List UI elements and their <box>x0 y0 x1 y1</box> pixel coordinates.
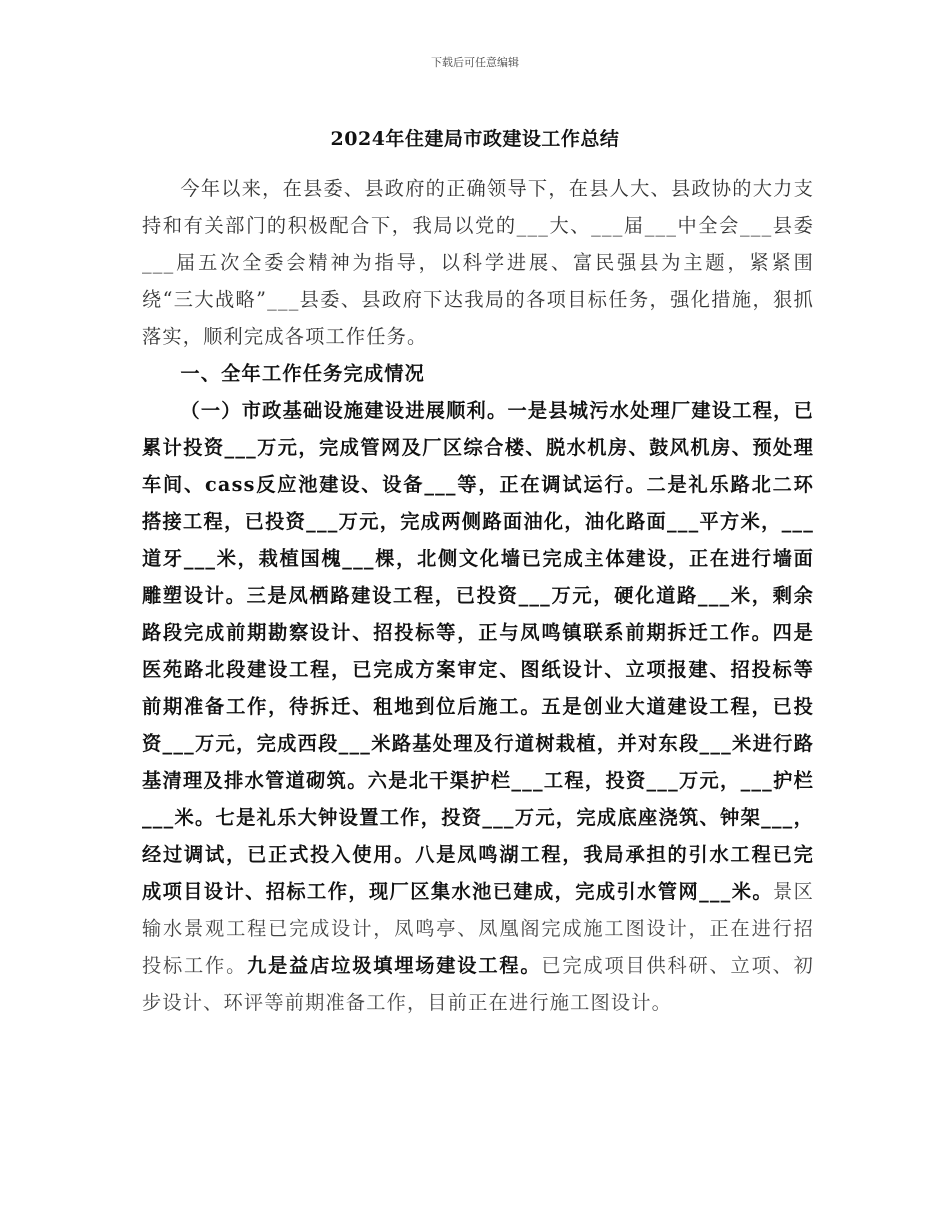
section1-normal-text: 景区输水景观工程已完成设计，凤鸣亭、凤凰阁完成施工图设计，正在进行招投标工作。 <box>142 880 814 977</box>
section1-bold-text: （一）市政基础设施建设进展顺利。一是县城污水处理厂建设工程，已累计投资___万元，完成管网及厂区综合楼、脱水机房、鼓风机房、预处理车间、cass反应池建设、设备___等，正在调试运行。二是礼乐路北二环搭接工程，已投资___万元，完成两侧路面油化，油化路面___平方米，___道牙___米，栽植国槐___棵，北侧文化墙已完成主体建设，正在进行墙面雕塑设计。三是凤栖路建设工程，已投资___万元，硬化道路___米，剩余路段完成前期勘察设计、招投标等，正与凤鸣镇联系前期拆迁工作。四是医苑路北段建设工程，已完成方案审定、图纸设计、立项报建、招投标等前期准备工作，待拆迁、租地到位后施工。五是创业大道建设工程，已投资___万元，完成西段___米路基处理及行道树栽植，并对东段___米进行路基清理及排水管道砌筑。六是北干渠护栏___工程，投资___万元，___护栏___米。七是礼乐大钟设置工作，投资___万元，完成底座浇筑、钟架___，经过调试，已正式投入使用。八是凤鸣湖工程，我局承担的引水工程已完成项目设计、招标工作，现厂区集水池已建成，完成引水管网___米。 <box>142 399 814 903</box>
page-header-note: 下载后可任意编辑 <box>431 56 519 69</box>
section1-paragraph <box>142 392 814 1021</box>
section-heading: 一、全年工作任务完成情况 <box>180 362 426 385</box>
document-body <box>142 170 814 1021</box>
document-title: 2024年住建局市政建设工作总结 <box>330 128 620 150</box>
intro-paragraph: 今年以来，在县委、县政府的正确领导下，在县人大、县政协的大力支持和有关部门的积极配合下，我局以党的___大、___届___中全会___县委___届五次全委会精神为指导，以科学进展、富民强县为主题，紧紧围绕“三大战略”___县委、县政府下达我局的各项目标任务，强化措施，狠抓落实，顺利完成各项工作任务。 <box>142 177 814 348</box>
section1-normal-text-end: 已完成项目供科研、立项、初步设计、环评等前期准备工作，目前正在进行施工图设计。 <box>142 954 815 1014</box>
section1-bold-item-nine: 九是益店垃圾填埋场建设工程。 <box>247 954 542 977</box>
